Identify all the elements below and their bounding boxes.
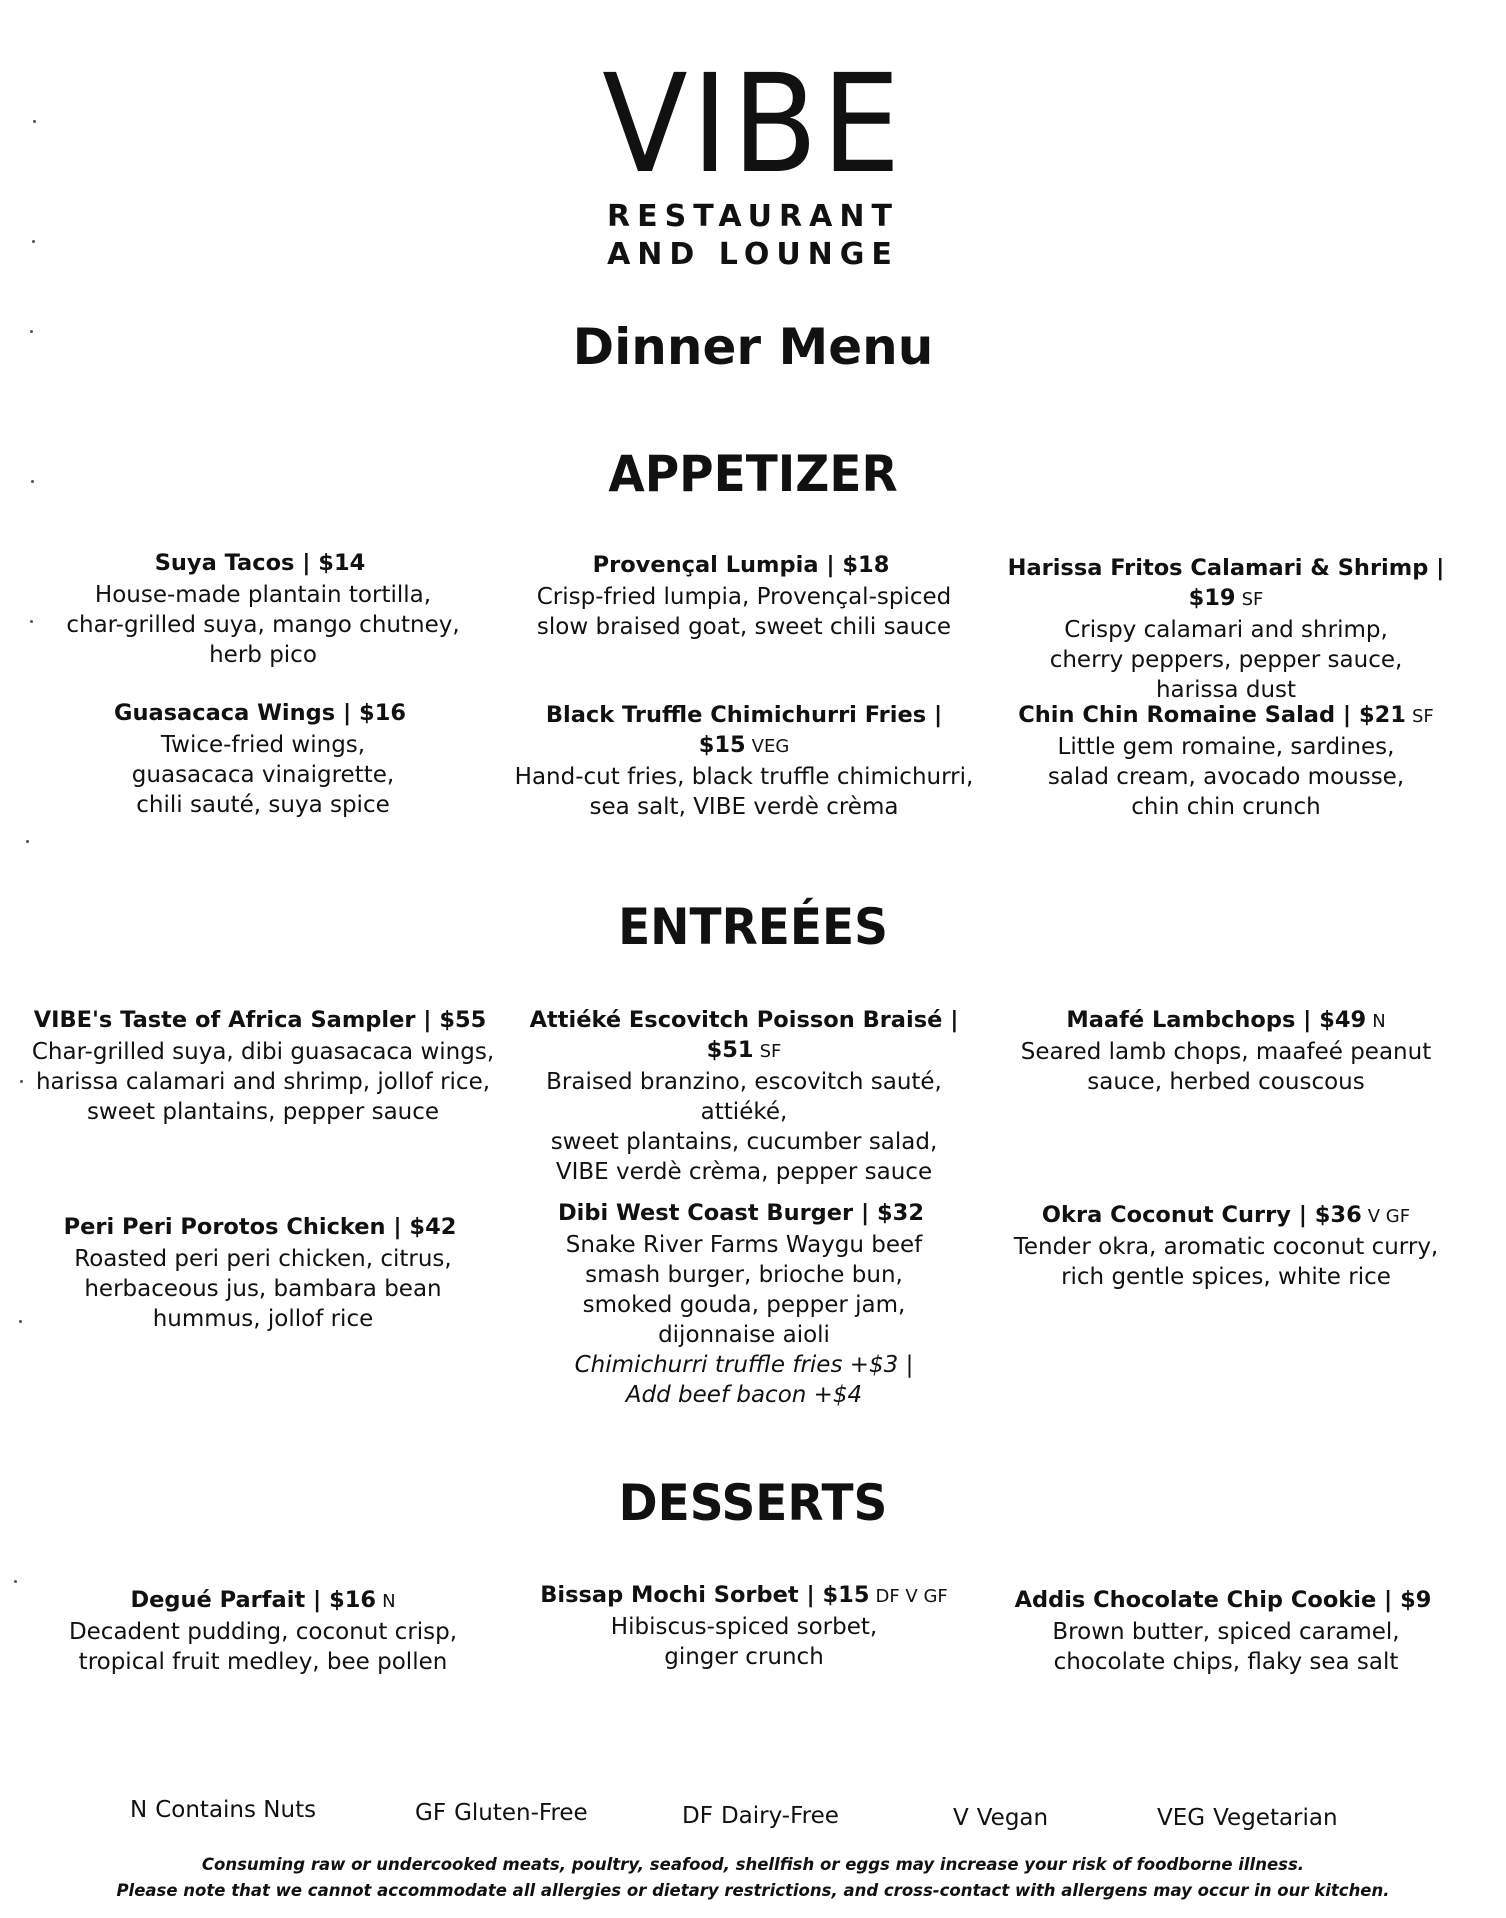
legend-gluten-free (415, 1800, 588, 1826)
item-name: Degué Parfait | $16 (130, 1587, 377, 1613)
menu-title: Dinner Menu (572, 318, 934, 376)
item-diet-tag: N (382, 1591, 396, 1612)
item-name: Suya Tacos | $14 (154, 550, 366, 576)
item-name: Guasacaca Wings | $16 (113, 700, 407, 726)
disclaimer-line-1: Consuming raw or undercooked meats, poultry, seafood, shellfish or eggs may increase your risk of foodborne illness. (201, 1855, 1305, 1874)
legend-label: Dairy-Free (720, 1803, 839, 1829)
legend-code: GF (415, 1800, 447, 1826)
item-description: chili sauté, suya spice (136, 792, 390, 818)
item-addon: Chimichurri truffle fries +$3 | (574, 1352, 914, 1378)
legend-dairy-free (682, 1803, 839, 1829)
item-name: Bissap Mochi Sorbet | $15 (540, 1582, 870, 1608)
legend-label: Contains Nuts (155, 1797, 317, 1823)
item-description: Crispy calamari and shrimp, (1064, 617, 1388, 643)
menu-item (23, 1585, 503, 1677)
item-description: Decadent pudding, coconut crisp, (68, 1619, 458, 1645)
menu-item (504, 1198, 984, 1410)
item-description: Seared lamb chops, maafeé peanut (1020, 1039, 1432, 1065)
item-description: dijonnaise aioli (658, 1322, 830, 1348)
item-description: Brown butter, spiced caramel, (1052, 1619, 1400, 1645)
item-description: harissa dust (1155, 677, 1297, 703)
menu-item (986, 700, 1466, 822)
legend-code: DF (682, 1803, 713, 1829)
item-description: guasacaca vinaigrette, (131, 762, 395, 788)
item-description: char-grilled suya, mango chutney, (66, 612, 460, 638)
item-description: hummus, jollof rice (152, 1306, 374, 1332)
menu-item (986, 1585, 1466, 1677)
item-description: Twice-fried wings, (160, 732, 366, 758)
item-description: ginger crunch (664, 1644, 824, 1670)
item-description: Crisp-fried lumpia, Provençal-spiced (536, 584, 952, 610)
item-name: Chin Chin Romaine Salad | $21 (1018, 702, 1406, 728)
item-description: salad cream, avocado mousse, (1047, 764, 1405, 790)
item-name: Maafé Lambchops | $49 (1066, 1007, 1367, 1033)
scan-speck (19, 1320, 22, 1323)
item-description: Hand-cut fries, black truffle chimichurri, (514, 764, 974, 790)
restaurant-logo (0, 46, 1506, 274)
section-heading-entrees: ENTREÉES (618, 898, 888, 956)
item-diet-tag: DF V GF (875, 1586, 948, 1607)
item-description: Little gem romaine, sardines, (1057, 734, 1395, 760)
legend-code: V (953, 1805, 969, 1831)
menu-item (986, 553, 1466, 705)
item-name: Addis Chocolate Chip Cookie | $9 (1014, 1587, 1432, 1613)
menu-item (23, 548, 503, 670)
item-description: cherry peppers, pepper sauce, (1049, 647, 1403, 673)
logo-wordmark: VIBE (601, 46, 905, 204)
item-description: VIBE verdè crèma, pepper sauce (555, 1159, 933, 1185)
item-description: chin chin crunch (1131, 794, 1321, 820)
item-description: sweet plantains, cucumber salad, (550, 1129, 938, 1155)
section-heading-appetizer: APPETIZER (608, 445, 898, 503)
legend-vegetarian (1157, 1805, 1338, 1831)
scan-speck (14, 1580, 17, 1583)
item-description: Tender okra, aromatic coconut curry, (1013, 1234, 1439, 1260)
item-diet-tag: SF (1241, 589, 1264, 610)
item-name: Provençal Lumpia | $18 (592, 552, 890, 578)
menu-item (986, 1005, 1466, 1097)
item-description: smoked gouda, pepper jam, (582, 1292, 906, 1318)
legend-label: Gluten-Free (454, 1800, 588, 1826)
item-name: Dibi West Coast Burger | $32 (557, 1200, 924, 1226)
item-diet-tag: SF (1411, 706, 1434, 727)
item-name: Harissa Fritos Calamari & Shrimp | $19 (1007, 555, 1445, 611)
scan-speck (31, 480, 34, 483)
legend-vegan (953, 1805, 1048, 1831)
item-description: sauce, herbed couscous (1087, 1069, 1365, 1095)
item-description: Roasted peri peri chicken, citrus, (74, 1246, 452, 1272)
menu-item (504, 550, 984, 642)
menu-item (23, 698, 503, 820)
item-diet-tag: VEG (751, 736, 790, 757)
item-description: herb pico (209, 642, 317, 668)
item-description: sweet plantains, pepper sauce (86, 1099, 440, 1125)
menu-item (23, 1212, 503, 1334)
menu-item (986, 1200, 1466, 1292)
item-description: smash burger, brioche bun, (585, 1262, 903, 1288)
menu-item (504, 1005, 984, 1187)
legend-code: N (130, 1797, 148, 1823)
item-description: Snake River Farms Waygu beef (565, 1232, 923, 1258)
item-description: rich gentle spices, white rice (1061, 1264, 1391, 1290)
item-description: Char-grilled suya, dibi guasacaca wings, (31, 1039, 495, 1065)
item-description: Hibiscus-spiced sorbet, (610, 1614, 878, 1640)
item-description: slow braised goat, sweet chili sauce (536, 614, 952, 640)
menu-item (504, 1580, 984, 1672)
item-description: chocolate chips, flaky sea salt (1053, 1649, 1399, 1675)
item-name: Okra Coconut Curry | $36 (1041, 1202, 1362, 1228)
item-description: sea salt, VIBE verdè crèma (589, 794, 899, 820)
item-description: Braised branzino, escovitch sauté, attiéké, (546, 1069, 942, 1125)
scan-speck (26, 840, 29, 843)
item-description: House-made plantain tortilla, (94, 582, 432, 608)
item-description: herbaceous jus, bambara bean (84, 1276, 442, 1302)
logo-line-1: RESTAURANT (607, 199, 899, 234)
disclaimer-line-2: Please note that we cannot accommodate all allergies or dietary restrictions, and cross-contact with allergens may occur in our kitchen. (116, 1881, 1390, 1900)
section-heading-desserts: DESSERTS (618, 1474, 888, 1532)
menu-item (504, 700, 984, 822)
item-diet-tag: N (1372, 1011, 1386, 1032)
item-name: Black Truffle Chimichurri Fries | $15 (545, 702, 943, 758)
legend-code: VEG (1157, 1805, 1206, 1831)
item-addon: Add beef bacon +$4 (625, 1382, 863, 1408)
legend-label: Vegetarian (1213, 1805, 1338, 1831)
legend-nuts (130, 1797, 316, 1823)
menu-item (23, 1005, 503, 1127)
legend-label: Vegan (976, 1805, 1049, 1831)
allergy-disclaimer (0, 1852, 1506, 1904)
item-name: Peri Peri Porotos Chicken | $42 (63, 1214, 457, 1240)
item-diet-tag: V GF (1367, 1206, 1411, 1227)
item-name: Attiéké Escovitch Poisson Braisé | $51 (529, 1007, 959, 1063)
item-name: VIBE's Taste of Africa Sampler | $55 (33, 1007, 487, 1033)
logo-line-2: AND LOUNGE (607, 237, 899, 272)
item-diet-tag: SF (759, 1041, 782, 1062)
item-description: tropical fruit medley, bee pollen (78, 1649, 448, 1675)
item-description: harissa calamari and shrimp, jollof rice, (35, 1069, 491, 1095)
